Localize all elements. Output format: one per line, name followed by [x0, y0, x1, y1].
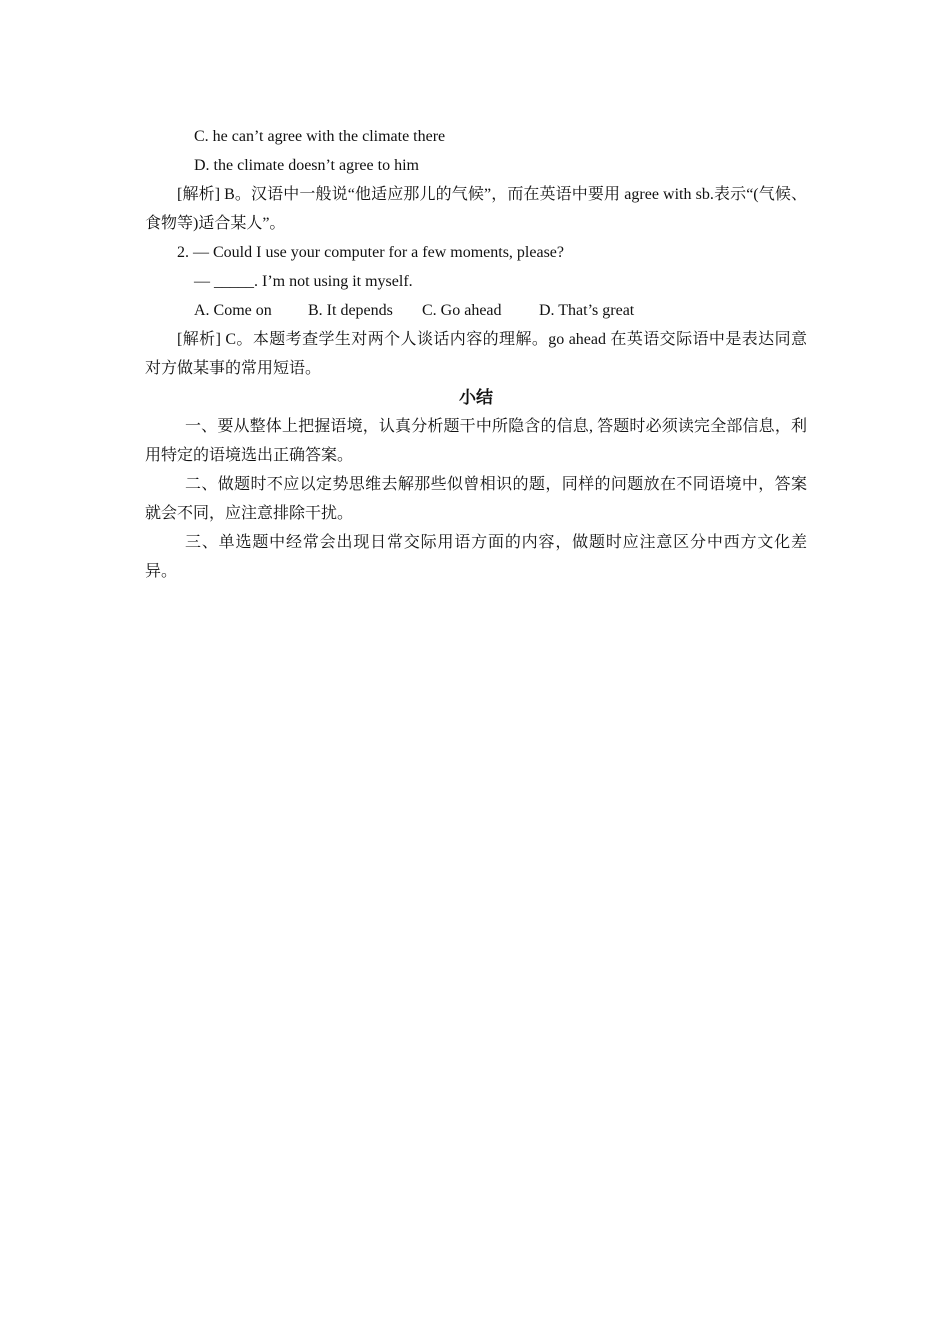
q2-analysis: [解析] C。本题考查学生对两个人谈话内容的理解。go ahead 在英语交际语中是表达同意对方做某事的常用短语。 [145, 331, 807, 377]
q2-option-b: B. It depends [308, 302, 393, 319]
q2-options [145, 296, 807, 325]
summary-point-2: 二、做题时不应以定势思维去解那些似曾相识的题，同样的问题放在不同语境中，答案就会不同，应注意排除干扰。 [145, 476, 807, 522]
q2-option-a: A. Come on [194, 302, 272, 319]
q1-option-c: C. he can’t agree with the climate there [194, 128, 446, 145]
summary-heading: 小结 [459, 388, 493, 407]
q1-analysis: [解析] B。汉语中一般说“他适应那儿的气候”，而在英语中要用 agree with sb.表示“(气候、食物等)适合某人”。 [145, 186, 807, 232]
summary-point-3: 三、单选题中经常会出现日常交际用语方面的内容，做题时应注意区分中西方文化差异。 [145, 534, 807, 580]
q2-question: 2. — Could I use your computer for a few moments, please? [177, 244, 565, 261]
document-page [145, 122, 807, 586]
q2-response: — _____. I’m not using it myself. [194, 273, 413, 290]
summary-point-1: 一、要从整体上把握语境，认真分析题干中所隐含的信息, 答题时必须读完全部信息，利用特定的语境选出正确答案。 [145, 418, 807, 464]
q2-option-c: C. Go ahead [422, 302, 502, 319]
q1-option-d: D. the climate doesn’t agree to him [194, 157, 419, 174]
q2-option-d: D. That’s great [539, 302, 635, 319]
